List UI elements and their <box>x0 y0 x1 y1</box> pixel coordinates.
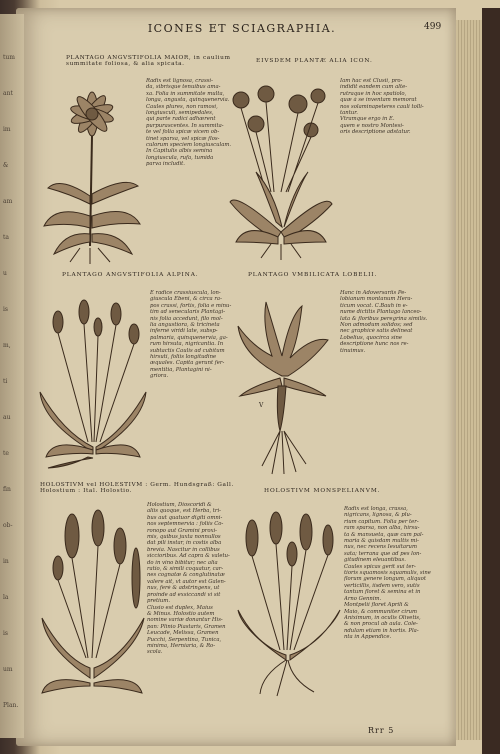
left-margin-note: la <box>3 594 9 601</box>
text-line: qui parte radici adhærent <box>146 116 216 123</box>
text-line: palmaria, quinquenervia, ga- <box>150 334 228 341</box>
left-margin-note: ob- <box>3 522 13 529</box>
text-line: Lobelius, quocirca sine <box>340 334 403 341</box>
text-line: ticum vocat. C.Bauh in e- <box>340 302 408 309</box>
text-line: nta in Appendice. <box>344 634 392 641</box>
woodcut-eiusdem-plantae <box>226 82 336 262</box>
text-line: Holostium, Dioscoridi & <box>147 502 212 508</box>
page-header: ICONES ET SCIAGRAPHIA. <box>147 22 337 35</box>
text-line: lobianum montanum Hera- <box>340 296 413 303</box>
left-margin-note: au <box>3 414 11 421</box>
text-line: oris descriptione adstatur. <box>340 129 411 136</box>
left-margin-note: fin <box>3 486 11 493</box>
text-line: ratio, & simili coquatur, car- <box>147 566 224 573</box>
page-edges <box>456 20 482 740</box>
text-line: tim ad senecularis Plantagi- <box>150 309 226 316</box>
text-line: dat pili instar, in costis alba <box>147 540 222 547</box>
caption-plantago-umbilicata: PLANTAGO VMBILICATA LOBELII. <box>248 272 378 278</box>
text-line: nus, nec recens Iesuitarum <box>344 544 417 551</box>
text-line: quem e nostro Montesi- <box>340 122 404 129</box>
text-block-2 <box>340 78 432 136</box>
woodcut-holostium-monspelianum <box>232 510 344 700</box>
text-line: valere ait, vt autor est Galen- <box>147 578 226 585</box>
left-margin-note: & <box>3 162 9 169</box>
text-line: tioris squamosis squamulis, sine <box>344 570 431 577</box>
text-line: pan: Plinio Piastaris, Gramen <box>147 623 226 630</box>
text-line: æquales. Capita gerunt fer- <box>150 360 225 367</box>
text-line: te vel folia spicæ vicem ob- <box>146 129 220 136</box>
text-line: do in vino bibitur; nec alia <box>147 559 218 566</box>
text-line: Aniximum, in oculis Olivetis, <box>344 614 421 621</box>
text-line: lata & floribus peregrina similis. <box>340 315 428 322</box>
text-line: Iam hac est Clusii, pro- <box>340 78 403 84</box>
left-margin-note: te <box>3 450 9 457</box>
text-line: verticillis, iisdem vero, sutis <box>344 582 420 589</box>
text-line: Montpelii floret Aprili & <box>344 602 409 609</box>
text-line: longiuscula, rufa, tumida <box>146 154 214 161</box>
woodcut-plantago-maior <box>40 76 145 266</box>
text-line: infernè viridi late, subsp- <box>150 328 218 335</box>
text-line: culorum speciem longiusculam. <box>146 142 232 149</box>
text-line: tantur. <box>340 110 358 117</box>
figure-mark: V <box>259 402 264 409</box>
text-line: da, sibrisque tenuibus ama- <box>146 84 221 91</box>
text-line: parva includit. <box>146 161 185 168</box>
text-line: Leucade, Melissa, Gramen <box>147 630 219 637</box>
left-page-margin <box>0 14 24 738</box>
text-line: nos septemnervia : foliis Co- <box>147 521 224 528</box>
caption-plantago-angustifolia-maior: PLANTAGO ANGVSTIFOLIA MAIOR, in caulium summitate foliosa, & alia spicata. <box>66 55 231 67</box>
text-line: Vtramque ergo in E. <box>340 116 395 123</box>
text-line: mentitia, Plantagini ni- <box>150 366 212 373</box>
caption-holostium-monspelianum: HOLOSTIVM MONSPELIANVM. <box>264 488 381 494</box>
left-margin-note: ti <box>3 378 8 385</box>
text-line: longa, angusta, quinquenervia. <box>146 97 230 104</box>
text-line: pretium. <box>147 598 170 605</box>
text-line: rium capitum. Folia per ter- <box>344 518 419 525</box>
text-line: nos solaminapeteres cauli tolli- <box>340 103 424 110</box>
text-line: Maio, & communiter cirum <box>344 608 418 615</box>
text-line: ram sparsa, non alba, hirsu- <box>344 525 420 532</box>
text-line: & Minus. Holostio autem <box>147 610 215 617</box>
caption-plantago-alpina: PLANTAGO ANGVSTIFOLIA ALPINA. <box>62 272 199 278</box>
text-line: indidit eandem cum alte- <box>340 84 408 91</box>
text-line: sata; terrana que ad pes lon- <box>344 550 422 557</box>
left-margin-note: m, <box>3 342 11 349</box>
text-line: tinet sparsa, vel spicæ flos- <box>146 135 220 142</box>
left-margin-note: um <box>3 666 13 673</box>
left-margin-note: in <box>3 558 9 565</box>
left-margin-note: u <box>3 270 7 277</box>
left-margin-note: im <box>3 126 11 133</box>
text-line: aliis quoque, est Herba, tri- <box>147 508 221 515</box>
text-line: ndulam etiam in hortis. Pla- <box>344 627 419 634</box>
text-line: scola. <box>147 649 163 656</box>
text-line: rutraque in hoc spatiolo, <box>340 90 407 97</box>
text-block-6 <box>344 506 434 641</box>
text-line: Hanc in Adoversariis Pe- <box>340 290 407 296</box>
text-line: purpurascentes. In summita- <box>146 122 224 129</box>
caption-eiusdem-plantae: EIVSDEM PLANTÆ ALIA ICON. <box>256 58 373 64</box>
text-line: Non admodum solidos; sed <box>340 322 413 329</box>
caption-holostium: HOLOSTIVM vel HOLESTIVM : Germ. Hundsgraß: Gall. Holostium : Ital. Holostio. <box>40 482 234 494</box>
text-line: Arno Gennim. <box>344 595 382 602</box>
woodcut-plantago-umbilicata <box>232 296 332 476</box>
text-line: siccioribus. Ad capra & valetu- <box>147 553 230 560</box>
text-line: Radix est lignosa, crassi- <box>146 78 213 84</box>
text-line: nomine variæ donantur His- <box>147 617 223 624</box>
text-line: nigricans, lignosa, & plu- <box>344 512 412 519</box>
left-margin-note: ta <box>3 234 9 241</box>
text-line: subtactis Caulis ad cubitum <box>150 347 225 354</box>
text-line: minima, Herniaria, & Ro- <box>147 642 216 649</box>
text-line: Caules plures, non ramosi, <box>146 103 218 110</box>
text-line: & non procul ab aula. Cole- <box>344 621 418 628</box>
text-line: lia angustiora, & tricineta <box>150 322 220 329</box>
text-line: rum hirsuta, nigricantia. In <box>150 341 224 348</box>
left-margin-note: is <box>3 306 8 313</box>
text-line: Pucchi, Serpentina, Tunica, <box>147 636 222 643</box>
text-line: ronopo aut Gramini proxi- <box>147 527 217 534</box>
left-margin-note: ant <box>3 90 13 97</box>
text-line: longiusculi, semipedales, <box>146 110 214 117</box>
text-line: xa. Folia in summitate multa, <box>146 90 225 97</box>
page-number: 499 <box>424 22 442 32</box>
text-block-1 <box>146 78 238 168</box>
text-line: nume dictitis Plantago lanceo- <box>340 309 422 316</box>
text-line: proinde ad exsiccandi vi sit <box>147 591 221 598</box>
text-line: Caules spicas gerit sui ter- <box>344 563 416 570</box>
text-block-5 <box>147 502 241 656</box>
text-line: maria & quisdam multis mi- <box>344 538 419 545</box>
text-line: giuscula Ebeni, & circa ra- <box>150 296 222 303</box>
text-line: pos crassi, fortis, folia e minu- <box>150 302 232 309</box>
text-line: In Capitulis albis semina <box>146 148 213 155</box>
text-line: quæ à se inventam memorat <box>340 97 417 104</box>
signature-mark: Rrr 5 <box>368 726 395 735</box>
text-line: mis, quibus juxta nonnullos <box>147 534 221 541</box>
book-cover-edge <box>482 8 500 754</box>
left-margin-note: is <box>3 630 8 637</box>
text-line: tantum floret & semina et in <box>344 589 421 596</box>
text-block-4 <box>340 290 432 354</box>
text-line: descriptione hunc nos re- <box>340 341 409 348</box>
text-line: gitudinem eleuantibus. <box>344 557 406 564</box>
text-line: bus aut quatuor digiti omni- <box>147 514 223 521</box>
woodcut-holostium <box>38 508 148 698</box>
text-line: nes cognatæ & conglutinatæ <box>147 572 225 579</box>
left-margin-note: Plan. <box>3 702 19 709</box>
left-margin-note: tum <box>3 54 15 61</box>
left-margin-note: am <box>3 198 13 205</box>
text-line: nus, ferè & adstringens, ut <box>147 585 220 592</box>
text-line: Clusio est duplex, Maius <box>147 604 213 611</box>
text-line: griora. <box>150 373 169 380</box>
text-line: nis folia accedunt, filo mol- <box>150 315 223 322</box>
text-line: nec graphicè satis delineat <box>340 328 413 335</box>
text-line: hirsuti, foliis longitudine <box>150 354 217 361</box>
text-line: E radice crassiuscula, lon- <box>150 290 221 296</box>
text-line: Radix est longa, crassa, <box>344 506 408 512</box>
text-line: brevia. Nascitur in collibus <box>147 546 220 553</box>
woodcut-plantago-alpina <box>38 292 148 472</box>
text-line: tinuimus. <box>340 347 366 354</box>
text-line: florum genere longum, aliquot <box>344 576 426 583</box>
text-block-3 <box>150 290 240 380</box>
text-line: ta & mansueta, quæ cum pal- <box>344 531 424 538</box>
